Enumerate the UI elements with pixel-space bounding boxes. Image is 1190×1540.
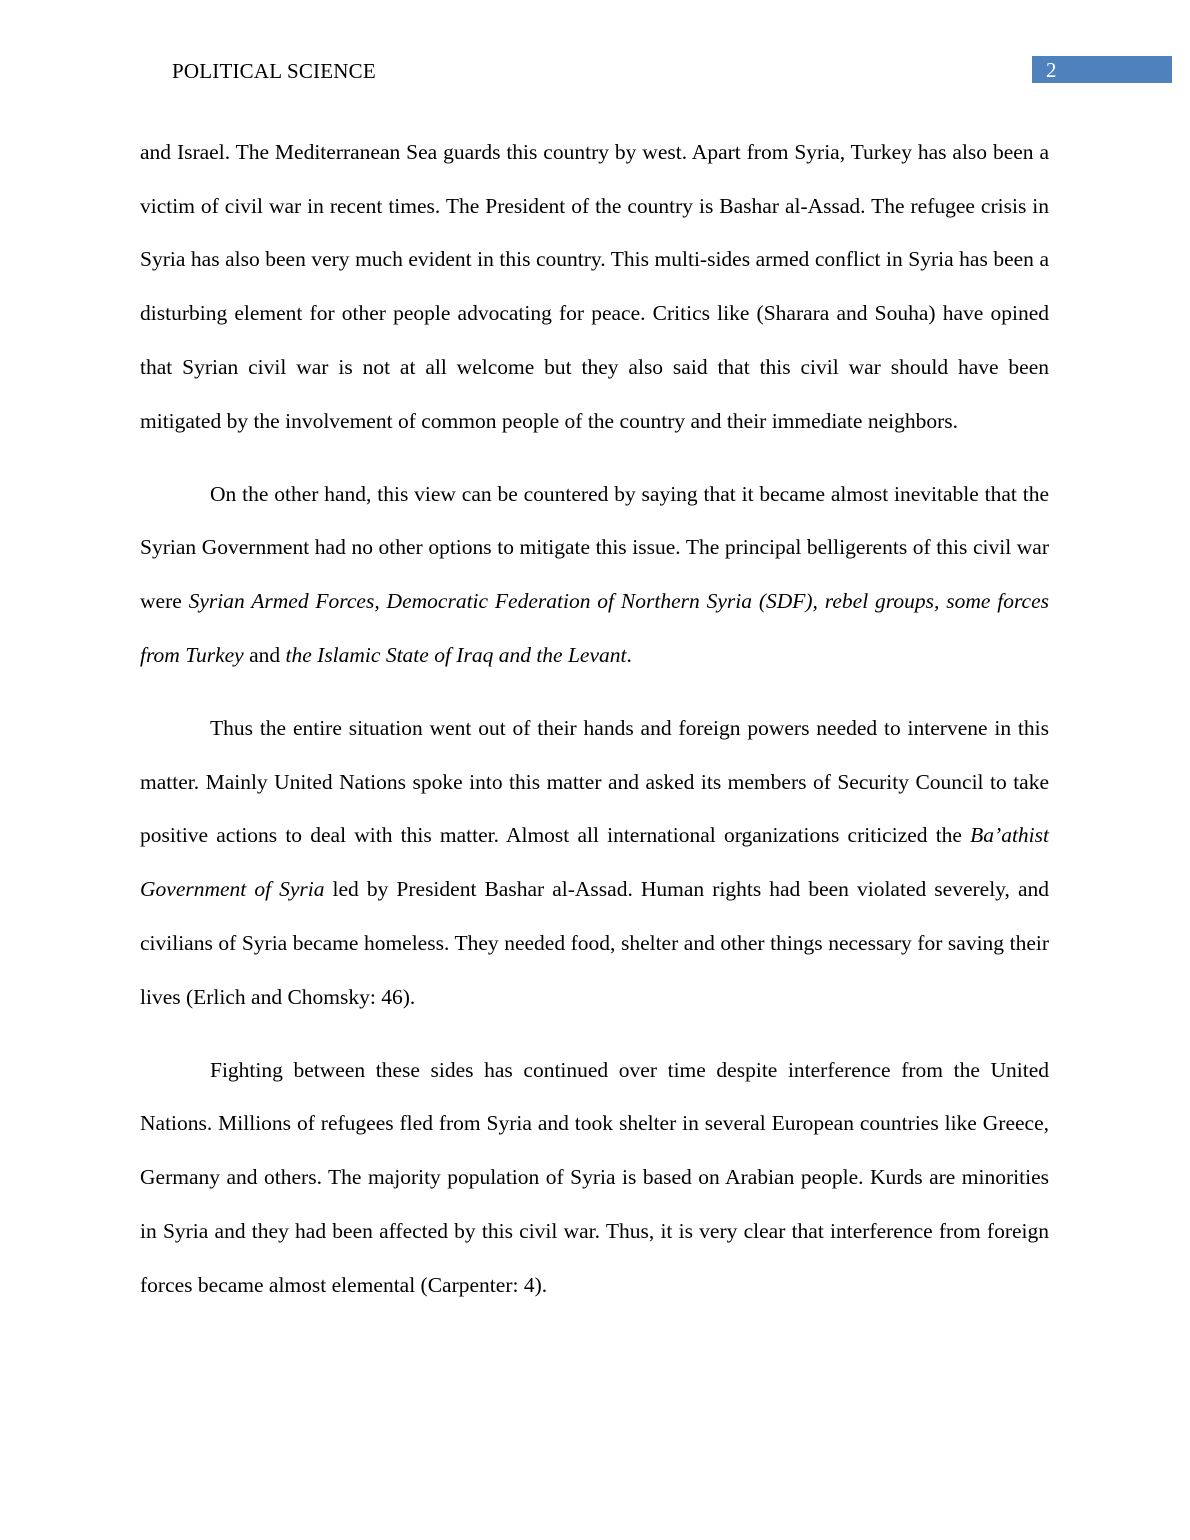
italic-isil: the Islamic State of Iraq and the Levant	[285, 642, 627, 667]
running-head-title: POLITICAL SCIENCE	[172, 59, 376, 83]
page-header	[0, 56, 1190, 84]
paragraph-continuation: and Israel. The Mediterranean Sea guards this country by west. Apart from Syria, Turkey has also been a victim of civil war in recent times. The President of the country is Bashar al-Assad. The refugee crisis in Syria has also been very much evident in this country. This multi-sides armed conflict in Syria has been a disturbing element for other people advocating for peace. Critics like (Sharara and Souha) have opined that Syrian civil war is not at all welcome but they also said that this civil war should have been mitigated by the involvement of common people of the country and their immediate neighbors.	[140, 140, 1049, 433]
paragraph-text: led by President Bashar al-Assad. Human rights had been violated severely, and civilians of Syria became homeless. They needed food, shelter and other things necessary for saving their lives (Erlich and Chomsky: 46).	[140, 877, 1049, 1009]
paragraph-text: .	[626, 642, 632, 667]
paragraph-text: and	[243, 642, 286, 667]
paragraph-text: Thus the entire situation went out of their hands and foreign powers needed to intervene in this matter. Mainly United Nations spoke into this matter and asked its members of Security Council to take positive actions to deal with this matter. Almost all international organizations criticized the	[140, 716, 1049, 848]
page-number: 2	[1046, 58, 1057, 82]
paragraph-belligerents	[140, 468, 1049, 683]
italic-belligerents: Syrian Armed Forces, Democratic Federation of Northern Syria (SDF), rebel groups, some forces from Turkey	[140, 589, 1049, 667]
document-body	[140, 126, 1049, 1332]
paragraph-refugees: Fighting between these sides has continued over time despite interference from the United Nations. Millions of refugees fled from Syria and took shelter in several European countries like Greece, Germany and others. The majority population of Syria is based on Arabian people. Kurds are minorities in Syria and they had been affected by this civil war. Thus, it is very clear that interference from foreign forces became almost elemental (Carpenter: 4).	[140, 1057, 1049, 1297]
paragraph-intervention	[140, 702, 1049, 1024]
paragraph-text: On the other hand, this view can be countered by saying that it became almost inevitable that the Syrian Government had no other options to mitigate this issue. The principal belligerents of this civil war were	[140, 481, 1049, 614]
page-number-badge	[1032, 56, 1172, 83]
italic-government: Ba’athist Government of Syria	[140, 823, 1049, 902]
